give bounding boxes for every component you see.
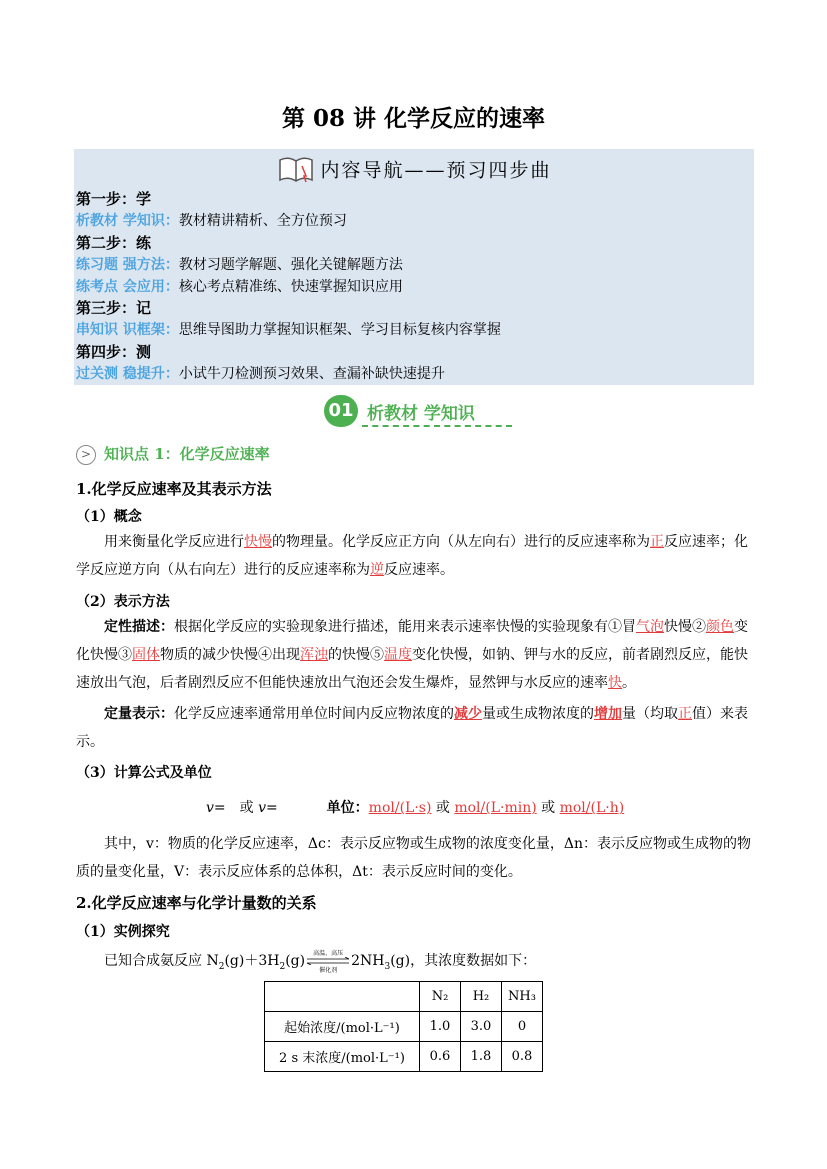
- text: (g): [285, 953, 306, 969]
- nav-text: 小试牛刀检测预习效果、查漏补缺快速提升: [178, 366, 445, 382]
- text: 的物理量。化学反应正方向（从左向右）进行的反应速率称为: [272, 534, 650, 550]
- text: 2NH: [351, 953, 385, 969]
- table-header-cell: N₂: [420, 982, 461, 1012]
- key-term: 快: [608, 675, 622, 691]
- key-term: 固体: [132, 647, 160, 663]
- section-number: 01: [324, 395, 358, 427]
- key-term: 温度: [384, 647, 412, 663]
- text: 量（均取: [622, 706, 678, 722]
- table-header-cell: NH₃: [502, 982, 543, 1012]
- table-header-cell: [265, 982, 420, 1012]
- key-term: 逆: [370, 562, 384, 578]
- unit: mol/(L·h): [559, 800, 625, 816]
- text: 值）来表示。: [76, 706, 748, 750]
- qualitative-paragraph: [76, 613, 752, 697]
- formula-line: [206, 797, 624, 817]
- nav-step-3: 第三步：记: [76, 299, 152, 317]
- text: (g)，其浓度数据如下：: [390, 953, 537, 969]
- key-term: 减少: [454, 706, 482, 722]
- formula-var: v: [206, 800, 214, 816]
- content-nav-title: 内容导航——预习四步曲: [320, 159, 552, 182]
- key-term: 颜色: [706, 619, 734, 635]
- nav-tag: 练考点 会应用：: [76, 279, 179, 295]
- heading-1-2: （2）表示方法: [76, 594, 170, 610]
- table-cell: 0: [502, 1012, 543, 1042]
- table-cell: 起始浓度/(mol·L⁻¹): [265, 1012, 420, 1042]
- nav-step-2: 第二步：练: [76, 234, 152, 252]
- formula-eq: =: [213, 800, 226, 816]
- unit: mol/(L·min): [454, 800, 537, 816]
- text: 反应速率。: [384, 562, 454, 578]
- table-cell: 1.8: [461, 1042, 502, 1072]
- label: 定量表示：: [104, 706, 174, 722]
- nav-item: [76, 277, 403, 298]
- knowledge-point-text: 知识点 1：化学反应速率: [104, 445, 270, 463]
- table-cell: 2 s 末浓度/(mol·L⁻¹): [265, 1042, 420, 1072]
- table-cell: 1.0: [420, 1012, 461, 1042]
- formula-explanation: 其中，v：物质的化学反应速率，Δc：表示反应物或生成物的浓度变化量，Δn：表示反应物或生成物的物质的量变化量，V：表示反应体系的总体积，Δt：表示反应时间的变化。: [76, 836, 751, 880]
- nav-tag: 练习题 强方法：: [76, 257, 179, 273]
- nav-item: [76, 320, 501, 341]
- nav-text: 教材精讲精析、全方位预习: [178, 213, 347, 229]
- nav-item: [76, 255, 403, 276]
- label: 定性描述：: [104, 619, 174, 635]
- reversible-arrow: [305, 950, 351, 974]
- table-cell: 0.6: [420, 1042, 461, 1072]
- text: 已知合成氨反应 N: [104, 953, 219, 969]
- nav-tag: 析教材 学知识：: [76, 213, 179, 229]
- unit-label: 单位：: [326, 800, 369, 816]
- heading-1: 1.化学反应速率及其表示方法: [76, 480, 272, 498]
- formula-or: 或: [435, 800, 450, 816]
- section-underline: [362, 425, 512, 427]
- condition-bottom: 催化剂: [319, 967, 338, 974]
- key-term: 正: [678, 706, 692, 722]
- formula-var: v: [258, 800, 267, 816]
- key-term: 浑浊: [300, 647, 328, 663]
- subscript: 3: [384, 961, 391, 972]
- formula-or: 或: [239, 800, 254, 816]
- table-header-row: [265, 982, 543, 1012]
- page-title: 第 08 讲 化学反应的速率: [281, 105, 546, 132]
- text: 快慢②: [664, 619, 706, 635]
- nav-text: 教材习题学解题、强化关键解题方法: [178, 257, 403, 273]
- formula-eq: =: [266, 800, 278, 816]
- heading-1-1: （1）概念: [76, 509, 142, 525]
- heading-1-3: （3）计算公式及单位: [76, 765, 212, 781]
- nav-item: [76, 364, 445, 385]
- text: 。: [622, 675, 636, 691]
- subscript: 2: [218, 961, 225, 972]
- text: 物质的减少快慢④出现: [160, 647, 300, 663]
- nav-item: [76, 211, 347, 232]
- example-sentence: [104, 950, 536, 972]
- table-cell: 3.0: [461, 1012, 502, 1042]
- key-term: 增加: [594, 706, 622, 722]
- section-badge: [324, 395, 514, 429]
- nav-tag: 过关测 稳提升：: [76, 366, 179, 382]
- book-icon: [276, 152, 316, 191]
- text: 的快慢⑤: [328, 647, 384, 663]
- concept-paragraph: [76, 528, 752, 584]
- nav-step-1: 第一步：学: [76, 190, 152, 208]
- unit: mol/(L·s): [368, 800, 432, 816]
- nav-tag: 串知识 识框架：: [76, 322, 179, 338]
- condition-top: 高温、高压: [313, 950, 344, 957]
- knowledge-point-heading: [76, 443, 270, 465]
- nav-text: 核心考点精准练、快速掌握知识应用: [178, 279, 403, 295]
- table-row: [265, 1012, 543, 1042]
- text: 量或生成物浓度的: [482, 706, 594, 722]
- equilibrium-arrow-icon: [305, 957, 351, 965]
- table-cell: 0.8: [502, 1042, 543, 1072]
- key-term: 气泡: [636, 619, 664, 635]
- nav-step-4: 第四步：测: [76, 343, 152, 361]
- quantitative-paragraph: [76, 700, 752, 756]
- text: 反应速率；化学反应逆方向（从右向左）进行的反应速率称为: [76, 534, 748, 578]
- key-term: 快慢: [244, 534, 272, 550]
- text: 化学反应速率通常用单位时间内反应物浓度的: [174, 706, 454, 722]
- text: 变化快慢，如钠、钾与水的反应，前者剧烈反应，能快速放出气泡，后者剧烈反应不但能快速放出气泡还会发生爆炸，显然钾与水反应的速率: [76, 647, 748, 691]
- concentration-table: [264, 981, 543, 1072]
- heading-2-1: （1）实例探究: [76, 924, 170, 940]
- heading-2: 2.化学反应速率与化学计量数的关系: [76, 894, 317, 912]
- arrow-right-icon: >: [76, 445, 96, 465]
- table-header-cell: H₂: [461, 982, 502, 1012]
- table-row: [265, 1042, 543, 1072]
- nav-text: 思维导图助力掌握知识框架、学习目标复核内容掌握: [178, 322, 501, 338]
- content-nav-header: [74, 152, 754, 191]
- text: (g)＋3H: [224, 953, 280, 969]
- text: 用来衡量化学反应进行: [104, 534, 244, 550]
- text: 根据化学反应的实验现象进行描述，能用来表示速率快慢的实验现象有①冒: [174, 619, 636, 635]
- key-term: 正: [650, 534, 664, 550]
- text: 变化快慢③: [76, 619, 748, 663]
- section-label: 析教材 学知识: [367, 404, 475, 424]
- subscript: 2: [279, 961, 286, 972]
- formula-or: 或: [541, 800, 556, 816]
